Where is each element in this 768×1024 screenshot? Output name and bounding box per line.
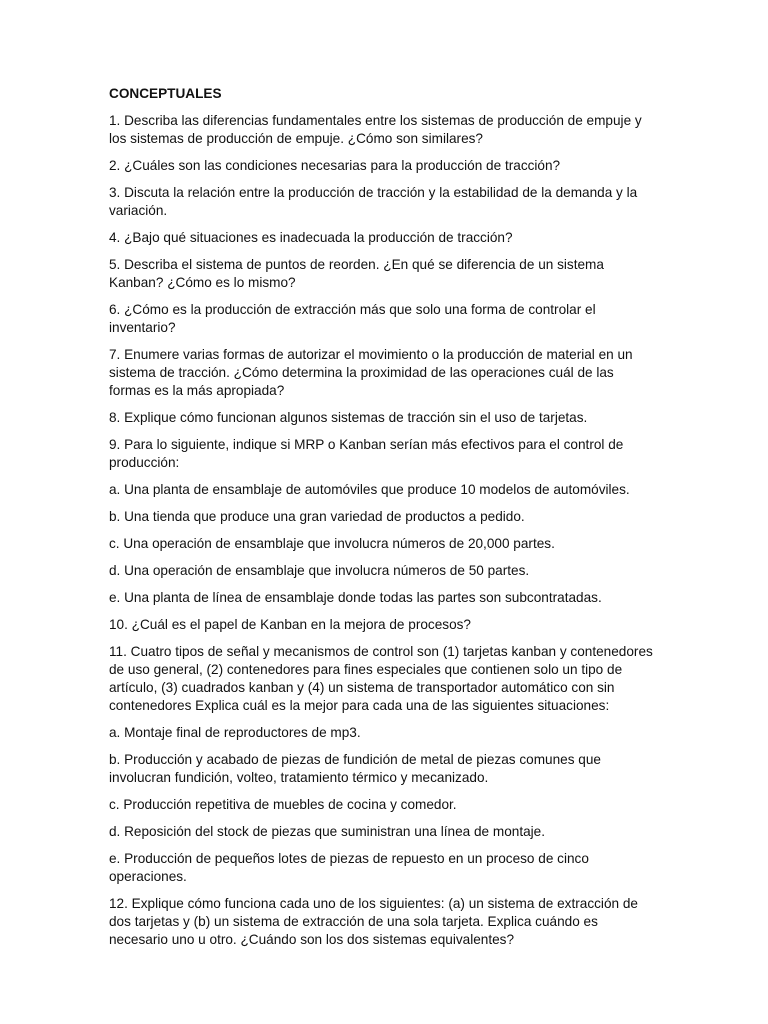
section-heading: CONCEPTUALES [109, 86, 222, 101]
question-subitem: b. Producción y acabado de piezas de fundición de metal de piezas comunes que involucran fundición, volteo, tratamiento térmico y mecanizado. [109, 752, 601, 785]
question-item: 12. Explique cómo funciona cada uno de los siguientes: (a) un sistema de extracción de dos tarjetas y (b) un sistema de extracción de una sola tarjeta. Explica cuándo es necesario uno u otro. ¿Cuándo son los dos sistemas equivalentes? [109, 896, 638, 947]
question-item: 8. Explique cómo funcionan algunos sistemas de tracción sin el uso de tarjetas. [109, 410, 588, 425]
question-item: 9. Para lo siguiente, indique si MRP o Kanban serían más efectivos para el control de producción: [109, 437, 624, 470]
question-item: 11. Cuatro tipos de señal y mecanismos de control son (1) tarjetas kanban y contenedores de uso general, (2) contenedores para fines especiales que contienen solo un tipo de artículo, (3) cuadrados kanban y (4) un sistema de transportador automático con sin contenedores Explica cuál es la mejor para cada una de las siguientes situaciones: [109, 644, 653, 713]
question-subitem: e. Producción de pequeños lotes de piezas de repuesto en un proceso de cinco operaciones. [109, 851, 589, 884]
question-subitem: a. Una planta de ensamblaje de automóviles que produce 10 modelos de automóviles. [109, 482, 630, 497]
question-item: 3. Discuta la relación entre la producción de tracción y la estabilidad de la demanda y la variación. [109, 185, 638, 218]
question-list [109, 112, 657, 949]
document-content [109, 85, 657, 958]
question-subitem: c. Producción repetitiva de muebles de cocina y comedor. [109, 797, 457, 812]
question-subitem: e. Una planta de línea de ensamblaje donde todas las partes son subcontratadas. [109, 590, 602, 605]
question-item: 7. Enumere varias formas de autorizar el movimiento o la producción de material en un sistema de tracción. ¿Cómo determina la proximidad de las operaciones cuál de las formas es la más apropiada? [109, 347, 633, 398]
question-item: 10. ¿Cuál es el papel de Kanban en la mejora de procesos? [109, 617, 471, 632]
question-subitem: d. Reposición del stock de piezas que suministran una línea de montaje. [109, 824, 546, 839]
question-subitem: c. Una operación de ensamblaje que involucra números de 20,000 partes. [109, 536, 555, 551]
question-item: 4. ¿Bajo qué situaciones es inadecuada la producción de tracción? [109, 230, 513, 245]
question-subitem: d. Una operación de ensamblaje que involucra números de 50 partes. [109, 563, 530, 578]
question-item: 6. ¿Cómo es la producción de extracción más que solo una forma de controlar el inventario? [109, 302, 596, 335]
question-item: 2. ¿Cuáles son las condiciones necesarias para la producción de tracción? [109, 158, 561, 173]
question-subitem: a. Montaje final de reproductores de mp3. [109, 725, 361, 740]
question-subitem: b. Una tienda que produce una gran variedad de productos a pedido. [109, 509, 525, 524]
question-item: 5. Describa el sistema de puntos de reorden. ¿En qué se diferencia de un sistema Kanban? ¿Cómo es lo mismo? [109, 257, 604, 290]
question-item: 1. Describa las diferencias fundamentales entre los sistemas de producción de empuje y los sistemas de producción de empuje. ¿Cómo son similares? [109, 113, 642, 146]
